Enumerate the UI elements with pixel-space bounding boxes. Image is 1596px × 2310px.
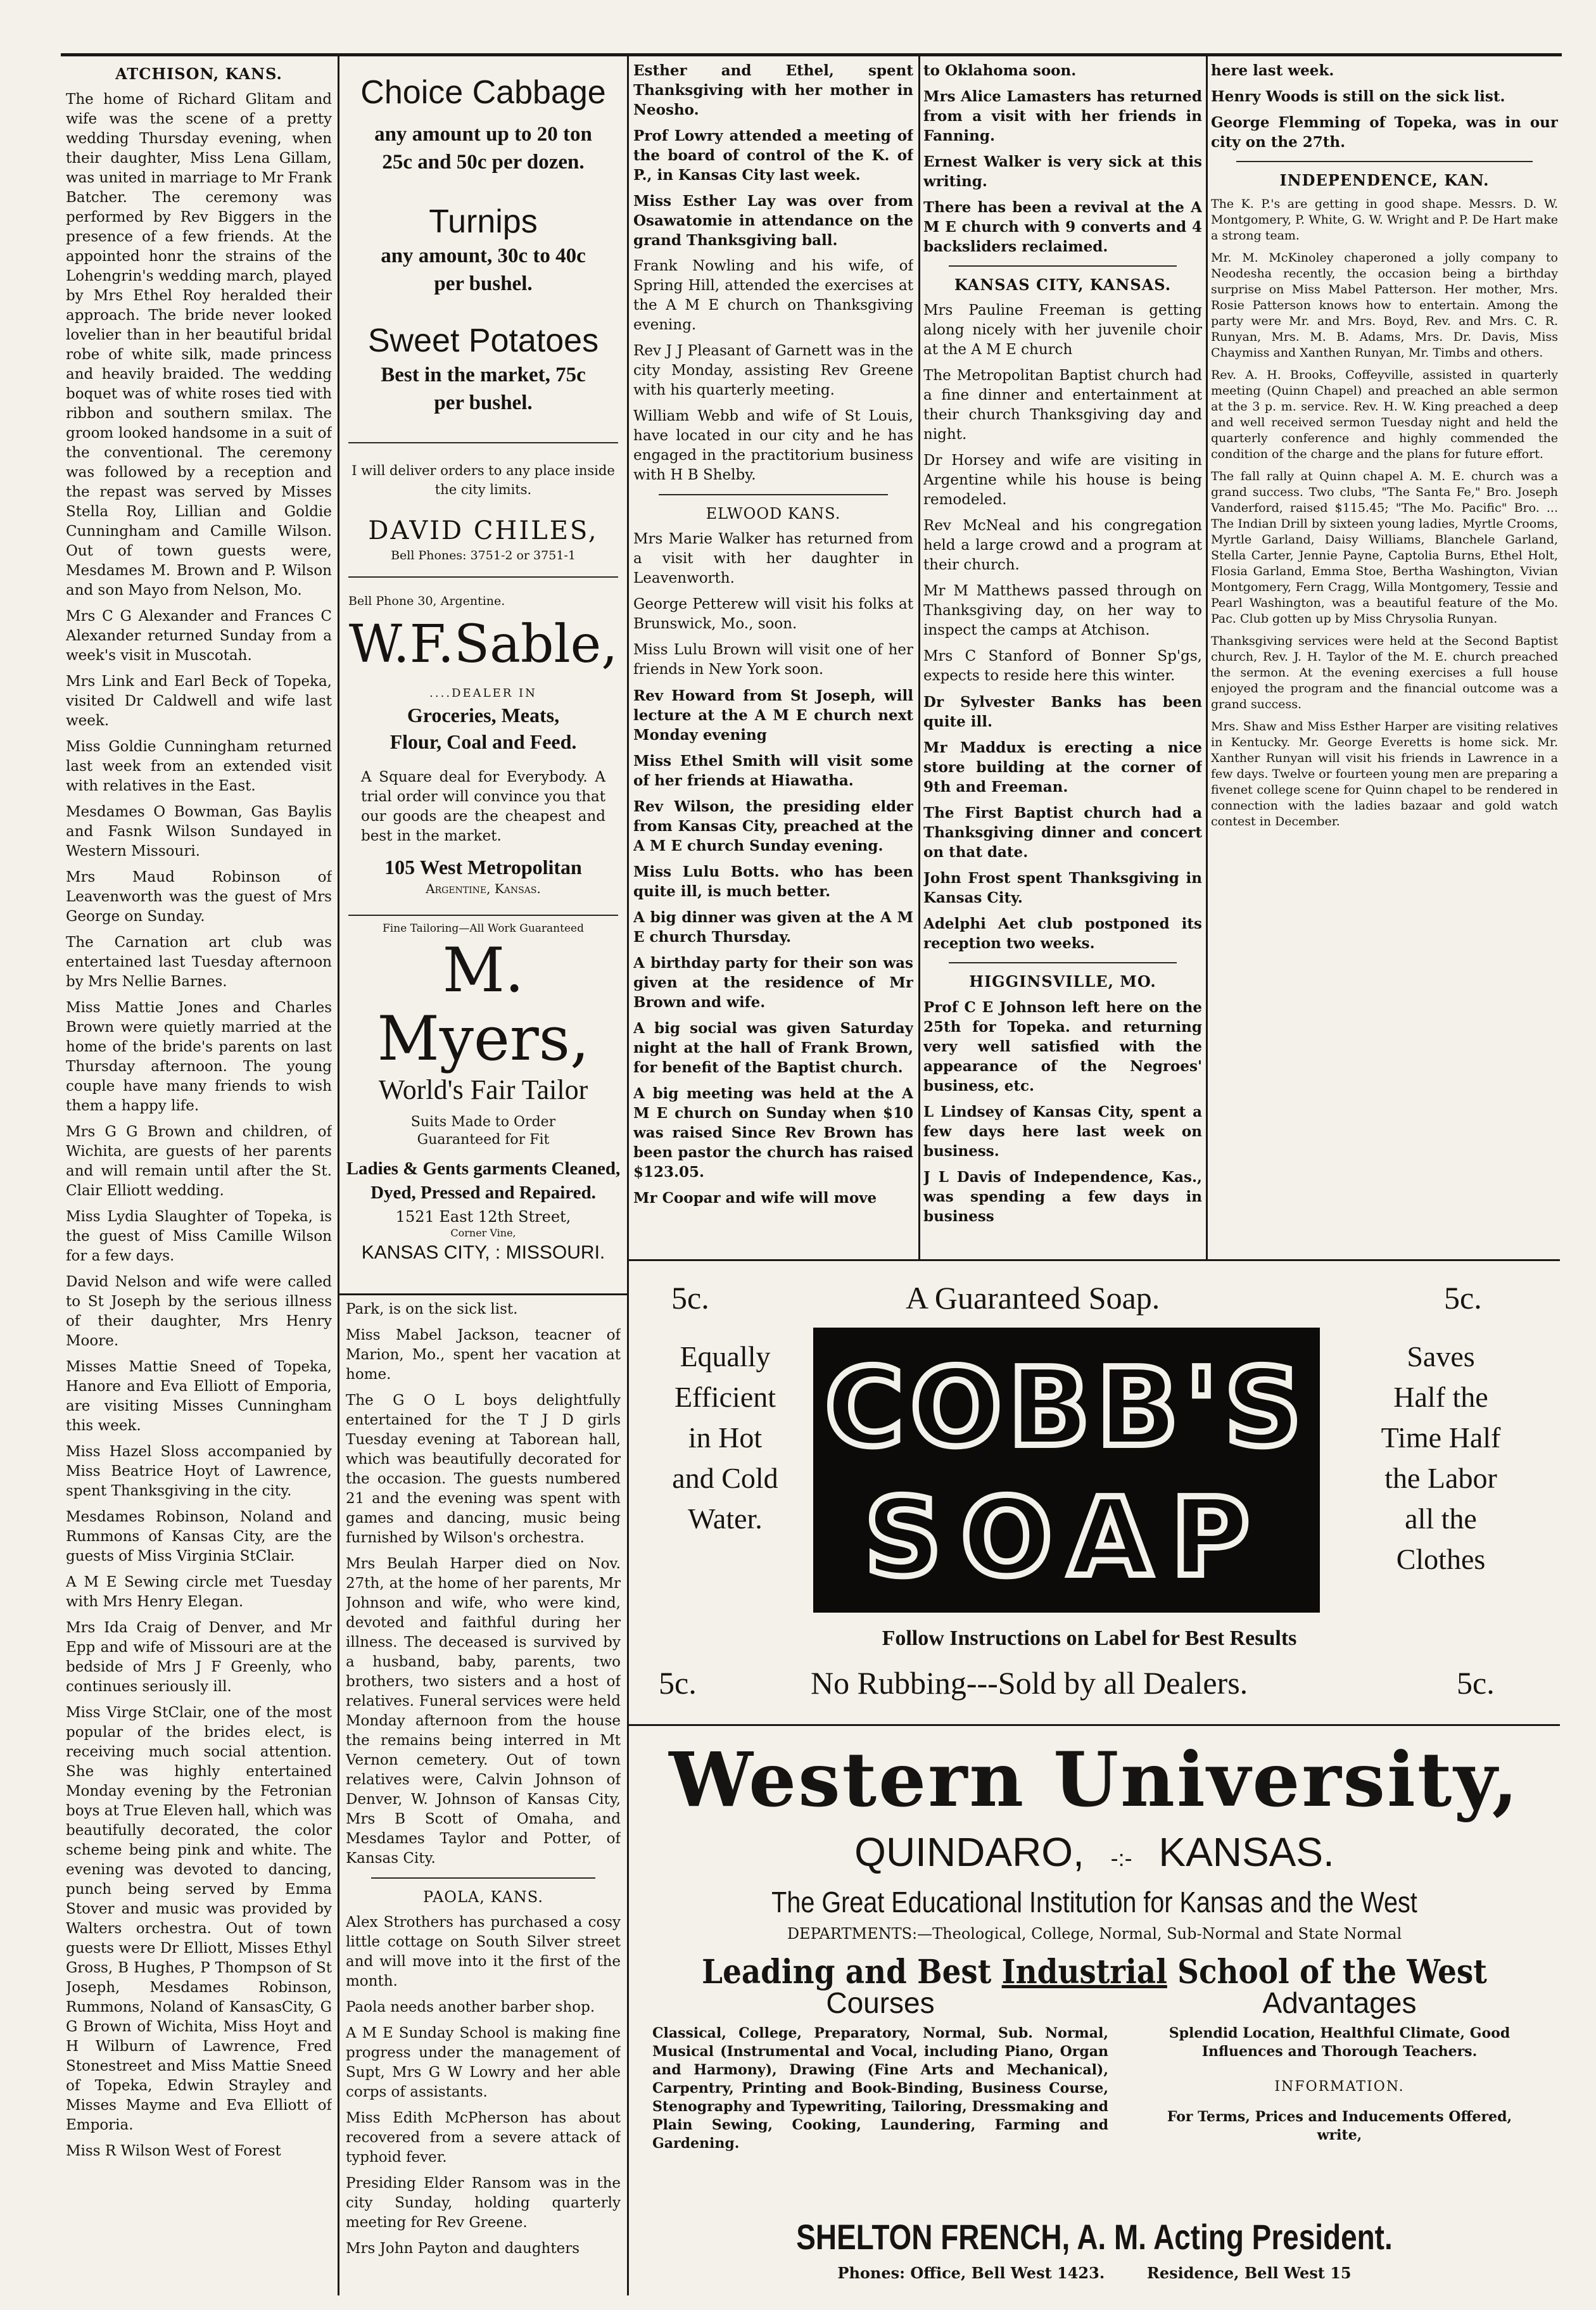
myers-suits-1: Suits Made to Order xyxy=(410,1114,556,1130)
soap-copy-line: Clothes xyxy=(1396,1543,1486,1575)
article-paragraph: Mrs Beulah Harper died on Nov. 27th, at the home of her parents, Mr Johnson and wife, who were kind, devoted and faithful during her illness. The deceased is survived by a husband, baby, parents, two brothers, two sisters and a host of relatives. Funeral services were held Monday afternoon from the house the remains being interred in Mt Vernon cemetery. Out of town relatives were, Calvin Johnson of Denver, W. Johnson of Kansas City, Mrs B Scott of Omaha, and Mesdames Taylor and Potter, of Kansas City. xyxy=(346,1556,621,1867)
article-paragraph: Miss Edith McPherson has about recovered from a severe attack of typhoid fever. xyxy=(346,2110,621,2166)
article-paragraph: There has been a revival at the A M E church with 9 converts and 4 backsliders reclaimed. xyxy=(923,199,1202,255)
information-heading: INFORMATION. xyxy=(1274,2079,1405,2095)
section-divider xyxy=(1236,161,1533,162)
myers-title: World's Fair Tailor xyxy=(378,1074,588,1105)
sable-city: Argentine, Kansas. xyxy=(426,881,541,896)
turnips-line-1: any amount, 30c to 40c xyxy=(381,244,586,267)
soap-right-copy xyxy=(1336,1336,1545,1580)
article-paragraphs xyxy=(633,530,913,1208)
ads-bottom-rule xyxy=(339,1293,627,1295)
soap-price-right: 5c. xyxy=(1444,1280,1482,1316)
myers-name: M. Myers, xyxy=(377,935,590,1074)
soap-headline: A Guaranteed Soap. xyxy=(906,1280,1160,1316)
article-paragraph: George Flemming of Topeka, was in our city on the 27th. xyxy=(1211,114,1558,151)
article-paragraph: Miss Ethel Smith will visit some of her friends at Hiawatha. xyxy=(633,752,913,789)
column-news-2 xyxy=(346,1300,621,2299)
column-rule-3 xyxy=(918,56,920,1260)
article-paragraph: A M E Sewing circle met Tuesday with Mrs Henry Elegan. xyxy=(66,1574,332,1610)
university-title: Western University, xyxy=(669,1736,1520,1824)
soap-brand-top: COBB'S xyxy=(825,1345,1308,1471)
potatoes-line-1: Best in the market, 75c xyxy=(381,364,586,386)
article-paragraphs xyxy=(923,998,1202,1226)
article-paragraph: Rev Wilson, the presiding elder from Kansas City, preached at the A M E church Sunday evening. xyxy=(633,798,913,854)
cabbage-line-2: 25c and 50c per dozen. xyxy=(382,151,585,174)
article-paragraph: Rev J J Pleasant of Garnett was in the city Monday, assisting Rev Greene with his quarterly meeting. xyxy=(633,343,913,398)
article-paragraphs xyxy=(66,90,332,2161)
top-rule xyxy=(61,53,1562,56)
article-paragraph: Miss Mattie Jones and Charles Brown were quietly married at the home of the bride's parents on last Thursday afternoon. The young couple have many friends to wish them a happy life. xyxy=(66,1000,332,1114)
article-paragraph: Dr Sylvester Banks has been quite ill. xyxy=(923,694,1202,730)
sable-phone: Bell Phone 30, Argentine. xyxy=(348,594,505,608)
sable-address: 105 West Metropolitan xyxy=(384,856,582,879)
soap-copy-line: Water. xyxy=(688,1502,763,1535)
article-paragraph: Mrs. Shaw and Miss Esther Harper are visiting relatives in Kentucky. Mr. George Everetts is home sick. Mr. Xanther Runyan will visit his friends in Lawrence in a few days. Twelve or fourteen young men are preparing a fivenet college scene for Quinn chapel to be rendered in connection with the ladies bazaar and gold watch contest in December. xyxy=(1211,720,1558,828)
article-paragraph: J L Davis of Independence, Kas., was spending a few days in business xyxy=(923,1169,1202,1225)
sable-goods-2: Flour, Coal and Feed. xyxy=(390,730,577,753)
soap-copy-line: Half the xyxy=(1393,1381,1488,1413)
myers-suits-2: Guaranteed for Fit xyxy=(417,1132,550,1148)
article-paragraph: Mr M Matthews passed through on Thanksgiving day, on her way to inspect the camps at Atchison. xyxy=(923,583,1202,638)
information-body: For Terms, Prices and Inducements Offered, write, xyxy=(1167,2109,1512,2143)
article-paragraph: Mrs Link and Earl Beck of Topeka, visited Dr Caldwell and wife last week. xyxy=(66,673,332,729)
article-paragraph: Miss Hazel Sloss accompanied by Miss Beatrice Hoyt of Lawrence, spent Thanksgiving in the city. xyxy=(66,1444,332,1499)
article-paragraph: Mrs Alice Lamasters has returned from a visit with her friends in Fanning. xyxy=(923,88,1202,144)
cobbs-soap-ad xyxy=(633,1267,1555,1720)
column-news-4 xyxy=(923,61,1202,1255)
article-paragraph: Mrs Marie Walker has returned from a visit with her daughter in Leavenworth. xyxy=(633,531,913,587)
article-paragraph: A birthday party for their son was given at the residence of Mr Brown and wife. xyxy=(633,955,913,1011)
cabbage-line-1: any amount up to 20 ton xyxy=(374,123,592,146)
western-university-ad xyxy=(633,1729,1555,2299)
university-leading-pre: Leading and Best xyxy=(702,1953,1002,1991)
article-paragraph: Mr. M. McKinoley chaperoned a jolly company to Neodesha recently, the occasion being a birthday surprise on Miss Mabel Patterson. Her mother, Mrs. Rosie Patterson knows how to entertain. Among the party were Mr. and Mrs. Boyd, Rev. and Mrs. C. R. Runyan, Mrs. M. B. Adams, Mrs. Dr. Davis, Miss Chaymiss and Xanthen Runyan, Mr. Timbs and others. xyxy=(1211,251,1558,360)
soap-price-bottom-left: 5c. xyxy=(659,1665,697,1701)
soap-copy-line: all the xyxy=(1405,1502,1477,1535)
article-paragraph: Mrs John Payton and daughters xyxy=(346,2240,580,2257)
article-paragraph: Presiding Elder Ransom was in the city Sunday, holding quarterly meeting for Rev Greene. xyxy=(346,2175,621,2231)
courses-body: Classical, College, Preparatory, Normal, Sub. Normal, Musical (Instrumental and Vocal, including Piano, Organ and Harmony), Drawing (Fine Arts and Mechanical), Carpentry, Printing and Book-Binding, Business Course, Stenography and Typewriting, Tailoring, Dressmaking and Plain Sewing, Cooking, Laundering, Farming and Gardening. xyxy=(652,2025,1108,2152)
article-paragraph: A big dinner was given at the A M E church Thursday. xyxy=(633,909,913,946)
article-paragraph: Dr Horsey and wife are visiting in Argentine while his house is being remodeled. xyxy=(923,452,1202,508)
article-paragraph: Park, is on the sick list. xyxy=(346,1301,518,1317)
article-paragraph: Henry Woods is still on the sick list. xyxy=(1211,88,1505,105)
article-paragraphs xyxy=(346,1300,621,1869)
article-paragraph: Prof C E Johnson left here on the 25th for Topeka. and returning very well satisfied with the appearance of the Negroes' business, etc. xyxy=(923,999,1202,1095)
cabbage-title: Choice Cabbage xyxy=(360,74,606,111)
article-paragraph: The Metropolitan Baptist church had a fine dinner and entertainment at their church Thanksgiving day and night. xyxy=(923,367,1202,443)
soap-brand-panel xyxy=(813,1328,1320,1613)
potatoes-title: Sweet Potatoes xyxy=(367,322,599,359)
column-news-5 xyxy=(1211,61,1558,1255)
section-divider xyxy=(949,962,1177,963)
ad-divider xyxy=(348,576,618,578)
column-rule-4 xyxy=(1206,56,1208,1260)
article-paragraph: The Carnation art club was entertained last Tuesday afternoon by Mrs Nellie Barnes. xyxy=(66,934,332,990)
article-paragraphs xyxy=(923,301,1202,953)
university-president: SHELTON FRENCH, A. M. Acting President. xyxy=(796,2217,1393,2257)
article-paragraph: Prof Lowry attended a meeting of the board of control of the K. of P., in Kansas City last week. xyxy=(633,127,913,184)
university-departments: DEPARTMENTS:—Theological, College, Normal, Sub-Normal and State Normal xyxy=(787,1925,1402,1943)
article-paragraph: Miss Lydia Slaughter of Topeka, is the guest of Miss Camille Wilson for a few days. xyxy=(66,1209,332,1264)
university-courses xyxy=(640,1985,1121,2153)
horizontal-rule-ads xyxy=(629,1259,1560,1261)
section-divider xyxy=(659,494,888,495)
turnips-title: Turnips xyxy=(429,203,538,240)
sable-goods-1: Groceries, Meats, xyxy=(407,704,560,727)
section-heading: INDEPENDENCE, KAN. xyxy=(1279,171,1490,189)
column-news-3 xyxy=(633,61,913,1255)
article-paragraph: Mrs Maud Robinson of Leavenworth was the guest of Mrs George on Sunday. xyxy=(66,869,332,925)
courses-heading: Courses xyxy=(826,1986,935,2019)
university-leading-underlined: Industrial xyxy=(1001,1953,1167,1991)
myers-tagline: Fine Tailoring—All Work Guaranteed xyxy=(383,922,584,935)
myers-cleaned-1: Ladies & Gents garments Cleaned, xyxy=(346,1158,621,1179)
article-paragraph: Thanksgiving services were held at the Second Baptist church, Rev. J. H. Taylor of the M. E. church preached the sermon. At the evening exercises a full house enjoyed the program and the financial outcome was a grand success. xyxy=(1211,634,1558,711)
article-paragraph: Adelphi Aet club postponed its reception two weeks. xyxy=(923,915,1202,952)
article-paragraph: Miss R Wilson West of Forest xyxy=(66,2143,281,2159)
university-location xyxy=(633,1827,1555,1884)
article-paragraph: Miss Mabel Jackson, teacner of Marion, Mo., spent her vacation at home. xyxy=(346,1327,621,1383)
section-heading: PAOLA, KANS. xyxy=(423,1888,543,1906)
university-leading-post: School of the West xyxy=(1167,1953,1487,1991)
university-advantages xyxy=(1134,1985,1545,2145)
article-paragraph: L Lindsey of Kansas City, spent a few days here last week on business. xyxy=(923,1103,1202,1160)
soap-copy-line: and Cold xyxy=(672,1462,778,1494)
soap-copy-line: Efficient xyxy=(674,1381,776,1413)
section-heading: ELWOOD KANS. xyxy=(706,505,841,523)
article-paragraph: Miss Lulu Botts. who has been quite ill, is much better. xyxy=(633,863,913,900)
article-paragraph: Mesdames O Bowman, Gas Baylis and Fasnk Wilson Sundayed in Western Missouri. xyxy=(66,804,332,860)
phones-office: Phones: Office, Bell West 1423. xyxy=(837,2264,1105,2282)
article-paragraph: Mrs C Stanford of Bonner Sp'gs, expects to reside here this winter. xyxy=(923,648,1202,684)
deliver-note: I will deliver orders to any place inside the city limits. xyxy=(352,463,615,497)
soap-price-bottom-right: 5c. xyxy=(1457,1665,1495,1701)
column-rule-1 xyxy=(338,56,339,2295)
university-location-right: KANSAS. xyxy=(1158,1829,1334,1875)
sable-body: A Square deal for Everybody. A trial order will convince you that our goods are the cheapest and best in the market. xyxy=(361,769,605,844)
article-paragraph: Ernest Walker is very sick at this writing. xyxy=(923,153,1202,190)
soap-brand-bottom: SOAP xyxy=(864,1475,1269,1601)
potatoes-line-2: per bushel. xyxy=(434,391,533,414)
column-atchison xyxy=(66,61,332,2297)
chiles-name: DAVID CHILES, xyxy=(368,516,598,545)
article-paragraph: Misses Mattie Sneed of Topeka, Hanore and Eva Elliott of Emporia, are visiting Misses Cunningham this week. xyxy=(66,1359,332,1434)
article-paragraphs xyxy=(1211,61,1558,152)
article-paragraph: The home of Richard Glitam and wife was the scene of a pretty wedding Thursday evening, when their daughter, Miss Lena Gillam, was united in marriage to Mr Frank Batcher. The ceremony was performed by Rev Biggers in the presence of a few friends. At the appointed honr the strains of the Lohengrin's wedding march, played by Mrs Ethel Roy heralded their approach. The bride never looked lovelier than in her beautiful bridal robe of white silk, made princess and heavily braided. The wedding boquet was of white roses tied with ribbon and southern smilax. The groom looked handsome in a suit of the conventional. The ceremony was followed by a reception and the repast was served by Misses Stella Roy, Lillian and Goldie Cunningham and Camille Wilson. Out of town guests were, Mesdames M. Brown and P. Wilson and son Mayo from Nelson, Mo. xyxy=(66,91,332,599)
soap-bottom-line: No Rubbing---Sold by all Dealers. xyxy=(811,1665,1248,1701)
university-phones xyxy=(633,2262,1555,2284)
section-heading: KANSAS CITY, KANSAS. xyxy=(954,276,1172,294)
ad-divider xyxy=(348,915,618,916)
turnips-line-2: per bushel. xyxy=(434,272,533,295)
ad-divider xyxy=(348,442,618,443)
soap-brand-svg xyxy=(813,1328,1320,1613)
article-paragraph: The First Baptist church had a Thanksgiving dinner and concert on that date. xyxy=(923,804,1202,861)
soap-price-left: 5c. xyxy=(671,1280,709,1316)
article-paragraph: George Petterew will visit his folks at Brunswick, Mo., soon. xyxy=(633,596,913,632)
university-tagline: The Great Educational Institution for Kansas and the West xyxy=(771,1886,1417,1919)
soap-copy-line: Time Half xyxy=(1381,1421,1501,1454)
article-paragraph: A big social was given Saturday night at the hall of Frank Brown, for benefit of the Baptist church. xyxy=(633,1020,913,1076)
article-paragraph: A M E Sunday School is making fine progress under the management of Supt, Mrs G W Lowry and her able corps of assistants. xyxy=(346,2025,621,2100)
soap-left-copy xyxy=(646,1336,804,1539)
article-paragraph: Alex Strothers has purchased a cosy little cottage on South Silver street and will move into it the first of the month. xyxy=(346,1914,621,1990)
article-paragraph: Miss Esther Lay was over from Osawatomie in attendance on the grand Thanksgiving ball. xyxy=(633,193,913,249)
article-paragraph: Esther and Ethel, spent Thanksgiving with her mother in Neosho. xyxy=(633,62,913,118)
article-paragraphs xyxy=(346,1913,621,2259)
university-location-sep: -:- xyxy=(1110,1845,1132,1871)
potatoes-ad xyxy=(345,320,622,417)
article-paragraph: A big meeting was held at the A M E church on Sunday when $10 was raised Since Rev Brown has been pastor the church has raised $123.05. xyxy=(633,1085,913,1181)
myers-corner: Corner Vine, xyxy=(450,1227,516,1239)
phones-residence: Residence, Bell West 15 xyxy=(1146,2264,1352,2282)
cabbage-ad xyxy=(345,71,622,176)
soap-copy-line: in Hot xyxy=(688,1421,763,1454)
article-paragraph: Rev McNeal and his congregation held a large crowd and a program at their church. xyxy=(923,517,1202,573)
section-heading: HIGGINSVILLE, MO. xyxy=(969,972,1156,991)
soap-follow: Follow Instructions on Label for Best Results xyxy=(882,1627,1297,1650)
myers-address: 1521 East 12th Street, xyxy=(395,1208,571,1226)
column-ads xyxy=(345,61,622,1292)
article-paragraph: The K. P.'s are getting in good shape. Messrs. D. W. Montgomery, P. White, G. W. Wright and P. De Hart make a strong team. xyxy=(1211,197,1558,243)
chiles-phones: Bell Phones: 3751-2 or 3751-1 xyxy=(391,549,576,562)
article-paragraph: Mr Coopar and wife will move xyxy=(633,1190,877,1207)
sable-dealer: ....DEALER IN xyxy=(429,687,537,700)
article-paragraph: Frank Nowling and his wife, of Spring Hill, attended the exercises at the A M E church on Thanksgiving evening. xyxy=(633,258,913,333)
soap-copy-line: the Labor xyxy=(1384,1462,1497,1494)
advantages-body: Splendid Location, Healthful Climate, Good Influences and Thorough Teachers. xyxy=(1168,2025,1510,2060)
article-paragraphs xyxy=(633,61,913,485)
article-paragraph: William Webb and wife of St Louis, have located in our city and he has engaged in the practitorium business with H B Shelby. xyxy=(633,408,913,483)
article-paragraph: Mrs C G Alexander and Frances C Alexander returned Sunday from a week's visit in Muscotah. xyxy=(66,608,332,664)
university-location-left: QUINDARO, xyxy=(854,1829,1084,1875)
article-paragraph: Mrs Pauline Freeman is getting along nicely with her juvenile choir at the A M E church xyxy=(923,302,1202,358)
myers-cleaned-2: Dyed, Pressed and Repaired. xyxy=(370,1183,596,1203)
soap-copy-line: Equally xyxy=(680,1340,771,1373)
horizontal-rule-univ xyxy=(629,1724,1560,1726)
article-paragraph: Rev. A. H. Brooks, Coffeyville, assisted in quarterly meeting (Quinn Chapel) and preached an able sermon at the 3 p. m. service. Rev. H. W. King preached a deep and well received sermon Tuesday night and held the quarterly conference and highly commended the condition of the charge and the plans for future effort. xyxy=(1211,368,1558,461)
article-paragraphs xyxy=(1211,196,1558,830)
article-paragraph: Paola needs another barber shop. xyxy=(346,1999,595,2015)
article-paragraph: Miss Goldie Cunningham returned last week from an extended visit with relatives in the East. xyxy=(66,739,332,794)
sable-name: W.F.Sable, xyxy=(348,614,618,675)
article-paragraph: Mrs Ida Craig of Denver, and Mr Epp and wife of Missouri are at the bedside of Mrs J F Greenly, who continues seriously ill. xyxy=(66,1620,332,1695)
section-divider xyxy=(949,265,1177,267)
article-paragraph: Mr Maddux is erecting a nice store building at the corner of 9th and Freeman. xyxy=(923,739,1202,796)
article-paragraph: Miss Virge StClair, one of the most popular of the brides elect, is receiving much social attention. She was highly entertained Monday evening by the Fetronian boys at True Eleven hall, which was beautifully decorated, the color scheme being pink and white. The evening was devoted to dancing, punch being served by Emma Stover and music was provided by Walters orchestra. Out of town guests were Dr Elliott, Misses Ethyl Gross, B Hughes, P Thompson of St Joseph, Mesdames Robinson, Rummons, Noland of KansasCity, G G Brown of Wichita, Miss Hoyt and H Wilburn of Lawrence, Fred Stonestreet and Miss Mattie Sneed of Topeka, Edwin Strayley and Misses Mayme and Eva Elliott of Emporia. xyxy=(66,1704,332,2133)
soap-copy-line: Saves xyxy=(1407,1340,1475,1373)
article-paragraph: Mesdames Robinson, Noland and Rummons of Kansas City, are the guests of Miss Virginia StClair. xyxy=(66,1509,332,1564)
article-paragraph: The G O L boys delightfully entertained for the T J D girls Tuesday evening at Taborean hall, which was beautifully decorated for the occasion. The guests numbered 21 and the evening was spent with games and dancing, music being furnished by Wilson's orchestra. xyxy=(346,1392,621,1546)
article-paragraph: David Nelson and wife were called to St Joseph by the serious illness of their daughter, Mrs Henry Moore. xyxy=(66,1274,332,1349)
section-heading: ATCHISON, KANS. xyxy=(115,65,282,83)
article-paragraph: The fall rally at Quinn chapel A. M. E. church was a grand success. Two clubs, "The Santa Fe," Bro. Joseph Vanderford, raised $115.45; "The Mo. Pacific" Bro. ... The Indian Drill by sixteen young ladies, Myrtle Crooms, Myrtle Garland, Daisy Williams, Blanchele Garland, Stella Carter, Jennie Payne, Captolia Burns, Ethel Holt, Flosia Garland, Emma Stoe, Bertha Washington, Vivian Montgomery, Fern Cragg, Willa Montgomery, Tessie and Pearl Washington, was a beautiful feature of the Mo. Pac. Club gotten up by Miss Chrysolia Runyan. xyxy=(1211,469,1558,626)
article-paragraph: Rev Howard from St Joseph, will lecture at the A M E church next Monday evening xyxy=(633,687,913,744)
article-paragraphs xyxy=(923,61,1202,257)
article-paragraph: Mrs G G Brown and children, of Wichita, are guests of her parents and will remain until after the St. Clair Elliott wedding. xyxy=(66,1124,332,1199)
article-paragraph: here last week. xyxy=(1211,62,1334,79)
article-paragraph: Miss Lulu Brown will visit one of her friends in New York soon. xyxy=(633,642,913,678)
turnips-ad xyxy=(345,201,622,298)
myers-city: KANSAS CITY, : MISSOURI. xyxy=(361,1242,605,1263)
section-divider xyxy=(371,1877,595,1879)
column-rule-2 xyxy=(627,56,629,2295)
article-paragraph: to Oklahoma soon. xyxy=(923,62,1077,79)
advantages-heading: Advantages xyxy=(1262,1986,1417,2019)
article-paragraph: John Frost spent Thanksgiving in Kansas City. xyxy=(923,870,1202,906)
